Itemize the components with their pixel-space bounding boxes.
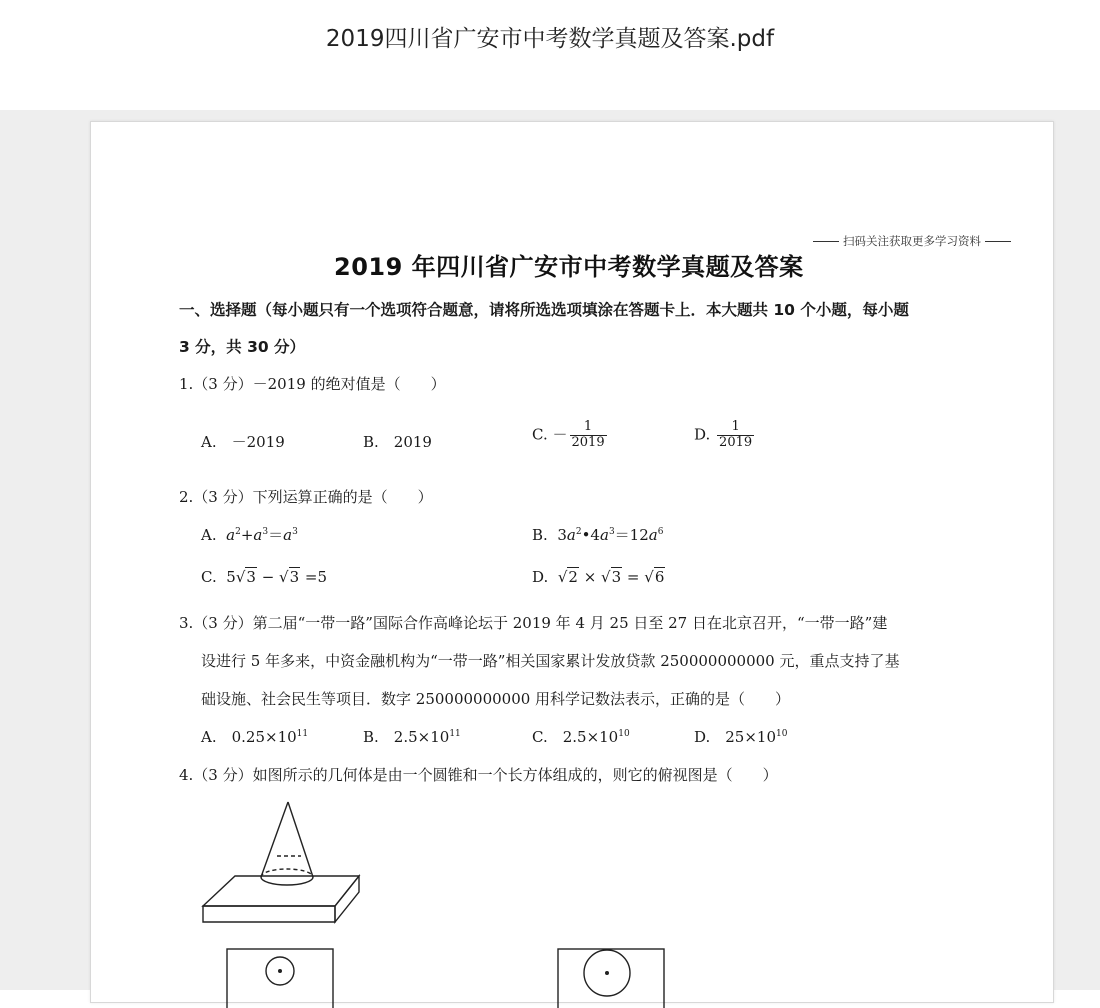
q3-option-b: B. $2.5\times 10^{11}$ [363, 728, 461, 746]
q3-line3: 础设施、社会民生等项目．数字 250000000000 用科学记数法表示，正确的是（ ） [201, 690, 791, 708]
q1-option-c: C. － $\frac{1}{2019}$ [532, 419, 605, 450]
fraction: $\frac{1}{2019}$ [719, 419, 753, 450]
radical: √2 [557, 568, 578, 586]
fraction: $\frac{1}{2019}$ [571, 419, 605, 450]
watermark-text: 扫码关注获取更多学习资料 [809, 233, 1015, 249]
center-dot [605, 971, 609, 975]
q3-line1: 3.（3 分）第二届“一带一路”国际合作高峰论坛于 2019 年 4 月 25 日至 27 日在北京召开，“一带一路”建 [179, 614, 888, 632]
q2-option-c: C. 5√3 − √3 =5 [201, 568, 328, 586]
q1-option-a: A. －2019 [201, 433, 285, 451]
option-view-b [557, 948, 667, 1008]
q3-line2: 设进行 5 年多来，中资金融机构为“一带一路”相关国家累计发放贷款 250000000000 元，重点支持了基 [201, 652, 900, 670]
cone-left-edge [261, 802, 288, 877]
radical: √3 [235, 568, 256, 586]
title-bar [0, 0, 1100, 110]
section1-line2: 3 分，共 30 分） [179, 338, 306, 356]
radical: √3 [279, 568, 300, 586]
radical: √6 [644, 568, 665, 586]
document-filename: 2019四川省广安市中考数学真题及答案.pdf [325, 26, 775, 52]
exam-title: 2019 年四川省广安市中考数学真题及答案 [334, 253, 804, 281]
q1-option-b: B. 2019 [363, 433, 432, 451]
radical: √3 [601, 568, 622, 586]
option-view-a [226, 948, 336, 1008]
cone-right-edge [288, 802, 313, 877]
q1-stem: 1.（3 分）－2019 的绝对值是（ ） [179, 375, 446, 393]
center-dot [278, 969, 282, 973]
dash-left [813, 241, 839, 242]
box-front-face [203, 906, 335, 922]
pdf-page [90, 121, 1054, 1003]
q3-option-a: A. $0.25\times 10^{11}$ [201, 728, 309, 746]
dash-right [985, 241, 1011, 242]
q2-stem: 2.（3 分）下列运算正确的是（ ） [179, 488, 433, 506]
q2-option-a: A. $a^2+a^3=a^3$ [201, 526, 298, 544]
box-top-face [203, 876, 359, 906]
q2-option-b: B. $3a^2•4a^3=12a^6$ [532, 526, 664, 544]
q3-option-d: D. $25\times 10^{10}$ [694, 728, 788, 746]
q3-option-c: C. $2.5\times 10^{10}$ [532, 728, 630, 746]
q2-option-d: D. √2 × √3 = √6 [532, 568, 665, 586]
cone-on-box-figure [191, 792, 371, 942]
cone-base-front [261, 877, 313, 885]
box-side-face [335, 876, 359, 922]
q1-option-d: D. $\frac{1}{2019}$ [694, 419, 753, 450]
section1-line1: 一、选择题（每小题只有一个选项符合题意，请将所选选项填涂在答题卡上．本大题共 10 个小题，每小题 [179, 301, 909, 319]
q4-stem: 4.（3 分）如图所示的几何体是由一个圆锥和一个长方体组成的，则它的俯视图是（ ） [179, 766, 778, 784]
